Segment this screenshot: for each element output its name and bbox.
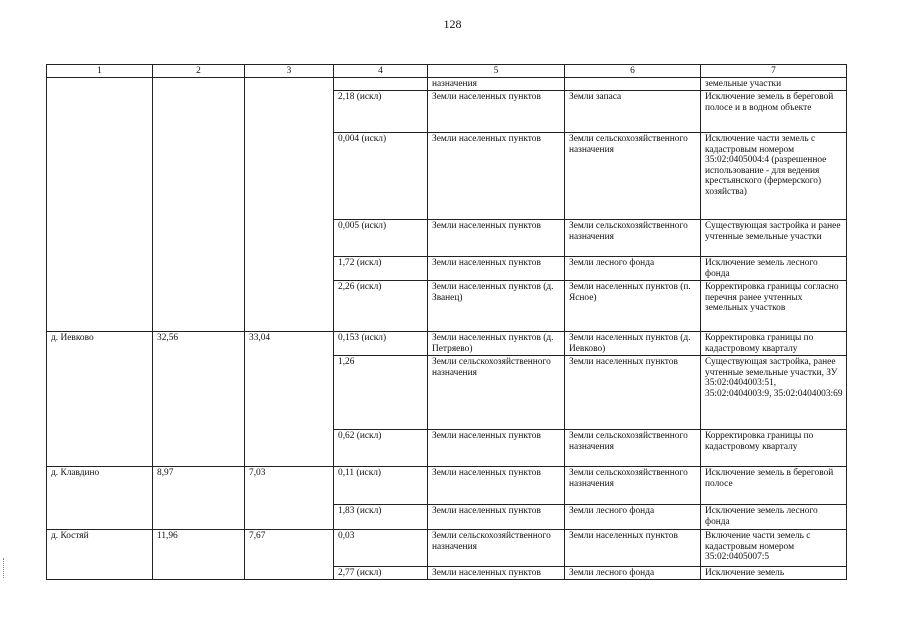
scan-margin-mark (3, 558, 6, 578)
reason-cell: Исключение части земель с кадастровым номером 35:02:0405004:4 (разрешенное использование - для ведения крестьянского (фермерского) хозяйства) (701, 133, 847, 220)
area-before-cell: 8,97 (153, 467, 245, 530)
area-before-cell (153, 78, 245, 332)
area-change-cell: 2,18 (искл) (334, 91, 428, 133)
category-to-cell: Земли сельскохозяйственного назначения (565, 133, 701, 220)
area-change-cell: 0,62 (искл) (334, 430, 428, 467)
settlement-name-cell: д. Костяй (47, 530, 153, 580)
area-after-cell: 33,04 (245, 332, 334, 467)
area-change-cell: 2,77 (искл) (334, 567, 428, 580)
reason-cell: Исключение земель лесного фонда (701, 505, 847, 530)
header-col-3: 3 (245, 65, 334, 78)
land-category-table (46, 64, 847, 580)
category-to-cell: Земли лесного фонда (565, 257, 701, 281)
category-from-cell: Земли населенных пунктов (428, 91, 565, 133)
category-to-cell: Земли населенных пунктов (д. Иевково) (565, 332, 701, 356)
table-row (47, 530, 847, 567)
category-from-cell: Земли населенных пунктов (д. Званец) (428, 281, 565, 332)
category-from-cell: Земли населенных пунктов (д. Петряево) (428, 332, 565, 356)
area-before-cell: 11,96 (153, 530, 245, 580)
area-change-cell: 0,11 (искл) (334, 467, 428, 505)
category-to-cell: Земли лесного фонда (565, 505, 701, 530)
table-row (47, 467, 847, 505)
header-col-4: 4 (334, 65, 428, 78)
header-row (47, 65, 847, 78)
area-change-cell: 0,005 (искл) (334, 220, 428, 257)
settlement-name-cell: д. Клавдино (47, 467, 153, 530)
category-to-cell: Земли сельскохозяйственного назначения (565, 220, 701, 257)
category-to-cell: Земли запаса (565, 91, 701, 133)
settlement-name-cell (47, 78, 153, 332)
reason-cell: Исключение земель в береговой полосе (701, 467, 847, 505)
category-to-cell: Земли населенных пунктов (565, 530, 701, 567)
area-change-cell: 1,83 (искл) (334, 505, 428, 530)
reason-cell: Включение части земель с кадастровым номером 35:02:0405007:5 (701, 530, 847, 567)
reason-cell: Корректировка границы согласно перечня ранее учтенных земельных участков (701, 281, 847, 332)
header-col-7: 7 (701, 65, 847, 78)
area-after-cell (245, 78, 334, 332)
category-from-cell: назначения (428, 78, 565, 91)
reason-cell: Корректировка границы по кадастровому кварталу (701, 332, 847, 356)
category-to-cell: Земли населенных пунктов (565, 356, 701, 430)
category-from-cell: Земли населенных пунктов (428, 467, 565, 505)
reason-cell: Корректировка границы по кадастровому кварталу (701, 430, 847, 467)
category-from-cell: Земли сельскохозяйственного назначения (428, 356, 565, 430)
area-change-cell: 2,26 (искл) (334, 281, 428, 332)
page-number: 128 (443, 17, 462, 31)
category-from-cell: Земли населенных пунктов (428, 257, 565, 281)
category-from-cell: Земли населенных пунктов (428, 133, 565, 220)
category-from-cell: Земли населенных пунктов (428, 567, 565, 580)
category-from-cell: Земли сельскохозяйственного назначения (428, 530, 565, 567)
category-to-cell: Земли лесного фонда (565, 567, 701, 580)
area-change-cell: 0,03 (334, 530, 428, 567)
reason-cell: Исключение земель в береговой полосе и в водном объекте (701, 91, 847, 133)
reason-cell: Существующая застройка, ранее учтенные земельные участки, ЗУ 35:02:0404003:51, 35:02:0404003:9, 35:02:0404003:69 (701, 356, 847, 430)
area-after-cell: 7,03 (245, 467, 334, 530)
area-change-cell: 1,72 (искл) (334, 257, 428, 281)
category-from-cell: Земли населенных пунктов (428, 220, 565, 257)
category-to-cell: Земли населенных пунктов (п. Ясное) (565, 281, 701, 332)
reason-cell: Исключение земель лесного фонда (701, 257, 847, 281)
category-to-cell (565, 78, 701, 91)
category-to-cell: Земли сельскохозяйственного назначения (565, 467, 701, 505)
area-change-cell (334, 78, 428, 91)
header-col-5: 5 (428, 65, 565, 78)
category-to-cell: Земли сельскохозяйственного назначения (565, 430, 701, 467)
area-change-cell: 0,004 (искл) (334, 133, 428, 220)
table-row (47, 78, 847, 91)
table-row (47, 332, 847, 356)
area-after-cell: 7,67 (245, 530, 334, 580)
reason-cell: Исключение земель (701, 567, 847, 580)
area-before-cell: 32,56 (153, 332, 245, 467)
header-col-1: 1 (47, 65, 153, 78)
header-col-6: 6 (565, 65, 701, 78)
category-from-cell: Земли населенных пунктов (428, 505, 565, 530)
reason-cell: Существующая застройка и ранее учтенные земельные участки (701, 220, 847, 257)
header-col-2: 2 (153, 65, 245, 78)
settlement-name-cell: д. Иевково (47, 332, 153, 467)
category-from-cell: Земли населенных пунктов (428, 430, 565, 467)
area-change-cell: 0,153 (искл) (334, 332, 428, 356)
reason-cell: земельные участки (701, 78, 847, 91)
area-change-cell: 1,26 (334, 356, 428, 430)
